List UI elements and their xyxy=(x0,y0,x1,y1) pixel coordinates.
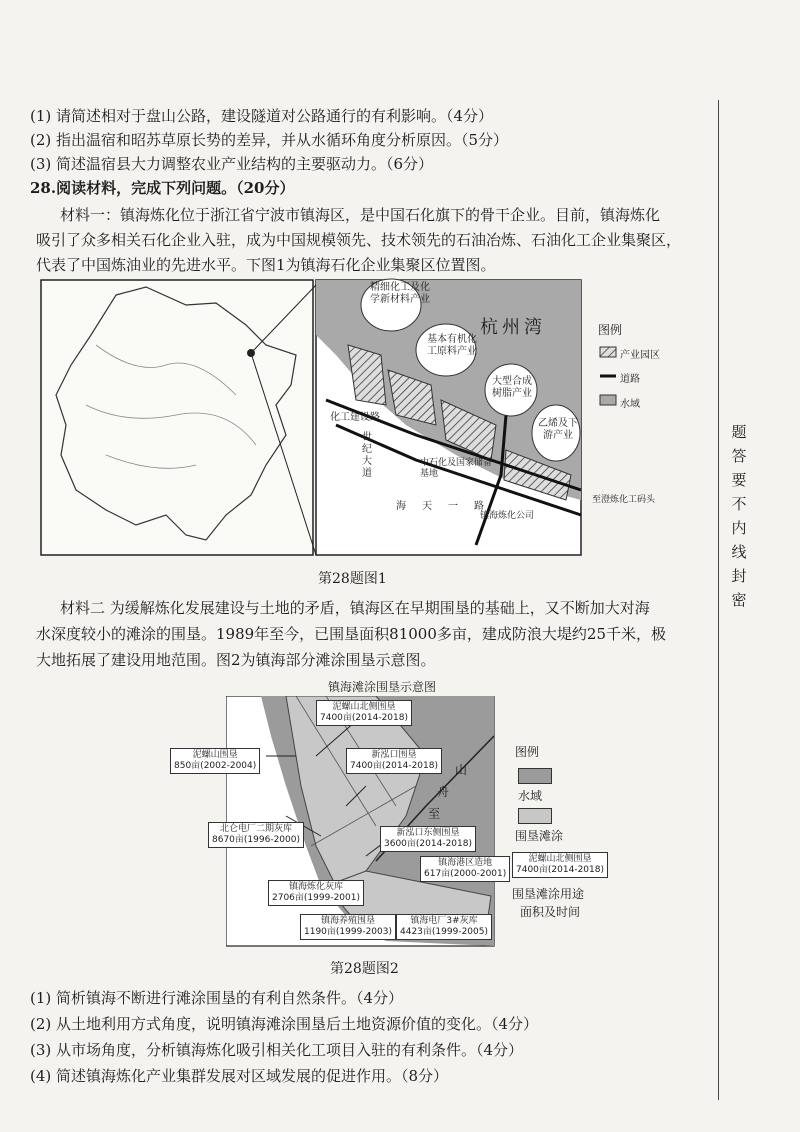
label-niluoshan: 泥螺山围垦 850亩(2002-2004) xyxy=(170,748,260,774)
industry-label-1: 精细化工及化学新材料产业 xyxy=(370,282,430,305)
legend-sample-desc-1: 围垦滩涂用途 xyxy=(512,887,585,901)
material1-line1: 材料一：镇海炼化位于浙江省宁波市镇海区，是中国石化旗下的骨干企业。目前，镇海炼化 xyxy=(60,206,661,224)
legend-water-label: 水域 xyxy=(518,789,543,803)
map1-legend-road: 道路 xyxy=(620,374,640,385)
question-3: (3) 简述温宿县大力调整农业产业结构的主要驱动力。（6分） xyxy=(30,155,434,173)
material2-line1: 材料二 为缓解炼化发展建设与土地的矛盾，镇海区在早期围垦的基础上，又不断加大对海 xyxy=(60,599,650,617)
label-refining-ash: 镇海炼化灰库 2706亩(1999-2001) xyxy=(268,880,364,906)
place-zhou: 舟 xyxy=(437,785,450,799)
label-wharf: 至澄炼化工码头 xyxy=(592,495,656,505)
industry-label-3: 大型合成树脂产业 xyxy=(492,376,532,399)
label-sinopec: 中石化及国家储备基地 xyxy=(420,458,493,479)
map1-legend-water: 水域 xyxy=(620,399,640,410)
binding-margin-text: 题 答 要 不 内 线 封 密 xyxy=(731,423,747,609)
label-aquaculture: 镇海养殖围垦 1190亩(1999-2003) xyxy=(300,914,396,940)
road-label-2: 世纪大道 xyxy=(362,432,372,479)
label-niluoshan-north: 泥螺山北侧围垦 7400亩(2014-2018) xyxy=(316,700,412,726)
legend-water-swatch xyxy=(518,768,552,784)
q28-part1: (1) 简析镇海不断进行滩涂围垦的有利自然条件。（4分） xyxy=(30,989,404,1007)
label-xinhongkou: 新泓口围垦 7400亩(2014-2018) xyxy=(346,748,442,774)
bay-label: 杭州湾 xyxy=(480,317,546,338)
binding-line xyxy=(718,100,719,1100)
road-label-1: 化工建设路 xyxy=(330,412,380,423)
legend-sample-box: 泥螺山北侧围垦 7400亩(2014-2018) xyxy=(512,852,608,878)
question-1: (1) 请简述相对于盘山公路，建设隧道对公路通行的有利影响。（4分） xyxy=(30,107,494,125)
figure2-title: 镇海滩涂围垦示意图 xyxy=(328,680,437,694)
label-zhenhai-refining: 镇海炼化公司 xyxy=(480,511,535,521)
map1-legend-zone: 产业园区 xyxy=(620,350,660,361)
label-beilun-ash: 北仑电厂二期灰库 8670亩(1996-2000) xyxy=(208,822,304,848)
map1-legend xyxy=(600,347,616,405)
figure1-caption: 第28题图1 xyxy=(318,571,387,587)
legend-reclaim-label: 围垦滩涂 xyxy=(515,829,564,843)
material2-line3: 大地拓展了建设用地范围。图2为镇海部分滩涂围垦示意图。 xyxy=(36,651,436,669)
label-xinhongkou-east: 新泓口东侧围垦 3600亩(2014-2018) xyxy=(380,826,476,852)
q28-part2: (2) 从土地利用方式角度，说明镇海滩涂围垦后土地资源价值的变化。（4分） xyxy=(30,1015,539,1033)
legend-reclaim-swatch xyxy=(518,808,552,824)
label-power-ash: 镇海电厂3#灰库 4423亩(1999-2005) xyxy=(396,914,492,940)
q28-part4: (4) 简述镇海炼化产业集群发展对区域发展的促进作用。（8分） xyxy=(30,1067,449,1085)
industry-label-2: 基本有机化工原料产业 xyxy=(427,334,477,357)
map2-legend-title: 图例 xyxy=(515,745,540,759)
place-zhi: 至 xyxy=(428,807,441,821)
road-label-3: 海天一路 xyxy=(396,501,500,512)
map1-legend-title: 图例 xyxy=(598,323,623,337)
place-shan: 山 xyxy=(455,763,468,777)
label-port: 镇海港区造地 617亩(2000-2001) xyxy=(420,856,510,882)
material2-line2: 水深度较小的滩涂的围垦。1989年至今，已围垦面积81000多亩，建成防浪大堤约25千米，极 xyxy=(36,625,666,643)
material1-line3: 代表了中国炼油业的先进水平。下图1为镇海石化企业集聚区位置图。 xyxy=(36,256,496,274)
material1-line2: 吸引了众多相关石化企业入驻，成为中国规模领先、技术领先的石油冶炼、石油化工企业集聚区， xyxy=(36,231,682,249)
legend-sample-desc-2: 面积及时间 xyxy=(520,905,581,919)
figure2-caption: 第28题图2 xyxy=(330,961,399,977)
q28-part3: (3) 从市场角度，分析镇海炼化吸引相关化工项目入驻的有利条件。（4分） xyxy=(30,1041,524,1059)
industry-label-4: 乙烯及下游产业 xyxy=(538,418,578,441)
q28-title: 28.阅读材料，完成下列问题。（20分） xyxy=(30,179,295,197)
question-2: (2) 指出温宿和昭苏草原长势的差异，并从水循环角度分析原因。（5分） xyxy=(30,131,509,149)
